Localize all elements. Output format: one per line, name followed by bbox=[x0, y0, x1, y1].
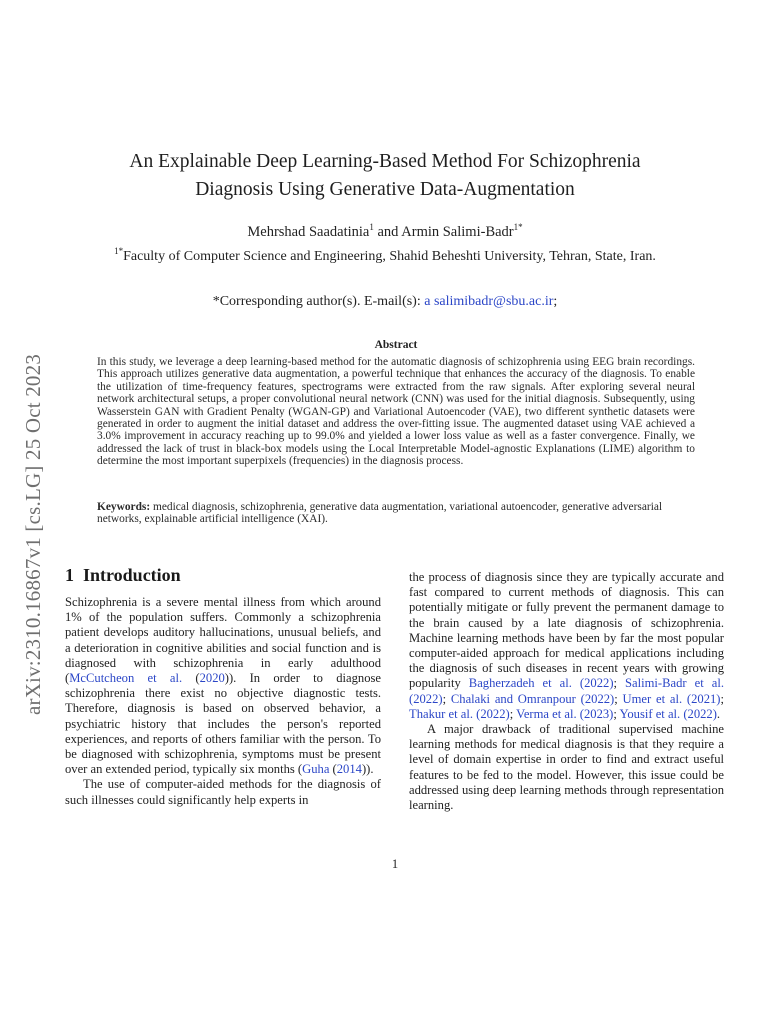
authors bbox=[60, 224, 710, 241]
arxiv-stamp bbox=[16, 320, 52, 748]
citation-link[interactable]: Chalaki and Omranpour (2022) bbox=[450, 691, 615, 706]
citation-link[interactable]: Verma et al. (2023) bbox=[516, 706, 614, 721]
paragraph: The use of computer-aided methods for the diagnosis of such illnesses could significantly help experts in bbox=[65, 777, 381, 807]
citation-link[interactable]: Yousif et al. (2022) bbox=[619, 706, 717, 721]
citation-year-link[interactable]: 2020 bbox=[199, 671, 225, 686]
author-2: Armin Salimi-Badr bbox=[401, 224, 514, 240]
affiliation-text: Faculty of Computer Science and Engineering, Shahid Beheshti University, Tehran, State, Iran. bbox=[123, 249, 656, 264]
paper-title bbox=[60, 148, 710, 204]
paragraph-text: the process of diagnosis since they are typically accurate and fast compared to current methods of diagnosis. This can potentially mitigate or fully prevent the permanent damage to the brain caused by a late diagnosis of schizophrenia. Machine learning methods have been by far the most popular computer-aided approach for medical applications including the diagnosis of such diseases in recent years with growing popularity bbox=[409, 570, 724, 691]
page-number: 1 bbox=[391, 857, 399, 871]
keywords-label: Keywords: bbox=[97, 501, 151, 513]
citation-separator: ; bbox=[442, 691, 451, 706]
paragraph-text: Schizophrenia is a severe mental illness from which around 1% of the population suffers. Commonly a schizophrenia patient develops auditory hallucinations, unusual beliefs, and a deterioration in cognitive abilities and social function and is diagnosed with schizophrenia in early adulthood ( bbox=[65, 595, 381, 686]
paragraph-text: )). In order to diagnose schizophrenia there exist no objective diagnostic tests. Therefore, diagnosis is based on observed behavior, a psychiatric history that includes the person's reported experiences, and reports of others familiar with the person. To be diagnosed with schizophrenia, symptoms must be present over an extended period, typically six months ( bbox=[65, 671, 381, 777]
left-column bbox=[65, 595, 381, 808]
citation-separator: ; bbox=[720, 691, 724, 706]
section-title: Introduction bbox=[83, 565, 181, 585]
paragraph-text: )). bbox=[361, 762, 374, 777]
paragraph-text: ( bbox=[182, 671, 200, 686]
title-line-2: Diagnosis Using Generative Data-Augmentation bbox=[195, 179, 575, 200]
title-line-1: An Explainable Deep Learning-Based Method For Schizophrenia bbox=[129, 151, 641, 172]
abstract-heading: Abstract bbox=[374, 339, 418, 351]
section-heading bbox=[65, 565, 181, 586]
citation-year-link[interactable]: 2014 bbox=[336, 762, 362, 777]
citation-link[interactable]: Salimi-Badr et al. (2022) bbox=[409, 676, 724, 706]
corresponding-author bbox=[60, 294, 710, 310]
citation-link[interactable]: Bagherzadeh et al. (2022) bbox=[468, 676, 614, 691]
author-2-affil: 1* bbox=[513, 222, 523, 232]
citation-link[interactable]: Guha bbox=[302, 762, 330, 777]
keywords-text: medical diagnosis, schizophrenia, generative data augmentation, variational autoencoder, generative adversarial networks, explainable artificial intelligence (XAI). bbox=[97, 501, 663, 526]
corresponding-email-link[interactable]: a salimibadr@sbu.ac.ir bbox=[424, 294, 554, 309]
corresponding-prefix: *Corresponding author(s). E-mail(s): bbox=[212, 294, 425, 309]
section-number: 1 bbox=[65, 565, 74, 585]
paragraph bbox=[409, 570, 724, 722]
paragraph-text: ( bbox=[329, 762, 337, 777]
citation-separator: ; bbox=[613, 676, 626, 691]
citation-separator: ; bbox=[614, 691, 623, 706]
citation-separator: ; bbox=[613, 706, 620, 721]
author-1-affil: 1 bbox=[369, 222, 374, 232]
paragraph-text: . bbox=[716, 706, 721, 721]
citation-separator: ; bbox=[509, 706, 517, 721]
citation-link[interactable]: Umer et al. (2021) bbox=[622, 691, 721, 706]
author-1: Mehrshad Saadatinia bbox=[247, 224, 370, 240]
arxiv-stamp-text: arXiv:2310.16867v1 [cs.LG] 25 Oct 2023 bbox=[21, 353, 46, 715]
keywords bbox=[97, 501, 695, 526]
abstract-text: In this study, we leverage a deep learning-based method for the automatic diagnosis of schizophrenia using EEG brain recordings. This approach utilizes generative data augmentation, a powerful technique that enhances the accuracy of the diagnosis. To enable the utilization of time-frequency features, spectrograms were extracted from the raw signals. After exploring several neural network architectural setups, a proper convolutional neural network (CNN) was used for the initial diagnosis. Subsequently, using Wasserstein GAN with Gradient Penalty (WGAN-GP) and Variational Autoencoder (VAE), two different synthetic datasets were generated in order to augment the initial dataset and address the over-fitting issue. The augmented dataset using VAE achieved a 3.0% improvement in accuracy reaching up to 99.0% and yielded a lower loss value as well as a faster convergence. Finally, we addressed the lack of trust in black-box models using the Local Interpretable Model-agnostic Explanations (LIME) algorithm to determine the most important superpixels (frequencies) in the diagnosis process. bbox=[97, 356, 695, 468]
citation-link[interactable]: McCutcheon et al. bbox=[69, 671, 183, 686]
author-separator: and bbox=[373, 224, 402, 240]
affiliation-marker: 1* bbox=[114, 246, 124, 256]
corresponding-suffix: ; bbox=[553, 294, 558, 309]
citation-link[interactable]: Thakur et al. (2022) bbox=[409, 706, 510, 721]
paragraph: A major drawback of traditional supervised machine learning methods for medical diagnosis is that they require a level of domain expertise in order to find and extract useful features to be fed to the model. However, this issue could be addressed using deep learning methods through representation learning. bbox=[409, 722, 724, 813]
paragraph bbox=[65, 595, 381, 777]
affiliation bbox=[60, 246, 710, 265]
right-column bbox=[409, 570, 724, 813]
